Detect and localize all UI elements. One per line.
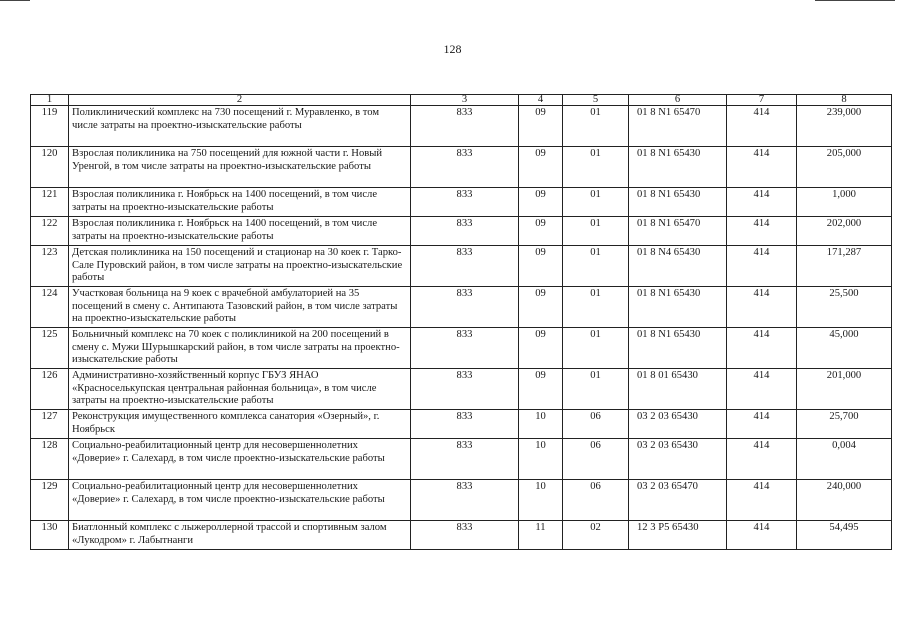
object-name: Поликлинический комплекс на 730 посещений г. Муравленко, в том числе затраты на проектно-изыскательские работы	[69, 106, 411, 147]
amount: 202,000	[797, 217, 892, 246]
amount: 201,000	[797, 369, 892, 410]
expense-type-code: 414	[727, 106, 797, 147]
ministry-code: 833	[411, 410, 519, 439]
ministry-code: 833	[411, 188, 519, 217]
target-item-code: 01 8 N1 65430	[629, 147, 727, 188]
top-rule-left	[0, 0, 30, 1]
subsection-code: 06	[563, 439, 629, 480]
budget-table	[30, 94, 892, 550]
table-row	[31, 439, 892, 480]
row-number: 120	[31, 147, 69, 188]
ministry-code: 833	[411, 480, 519, 521]
ministry-code: 833	[411, 439, 519, 480]
target-item-code: 12 3 P5 65430	[629, 521, 727, 550]
ministry-code: 833	[411, 246, 519, 287]
subsection-code: 01	[563, 188, 629, 217]
table-body	[31, 106, 892, 550]
object-name: Взрослая поликлиника г. Ноябрьск на 1400 посещений, в том числе затраты на проектно-изыскательские работы	[69, 217, 411, 246]
object-name: Участковая больница на 9 коек с врачебной амбулаторией на 35 посещений в смену с. Антипаюта Тазовский район, в том числе затраты на проектно-изыскательские работы	[69, 287, 411, 328]
amount: 0,004	[797, 439, 892, 480]
expense-type-code: 414	[727, 217, 797, 246]
expense-type-code: 414	[727, 287, 797, 328]
section-code: 09	[519, 369, 563, 410]
subsection-code: 02	[563, 521, 629, 550]
row-number: 123	[31, 246, 69, 287]
expense-type-code: 414	[727, 521, 797, 550]
col-header-1: 1	[31, 95, 69, 106]
expense-type-code: 414	[727, 410, 797, 439]
subsection-code: 01	[563, 106, 629, 147]
col-header-4: 4	[519, 95, 563, 106]
row-number: 127	[31, 410, 69, 439]
table-row	[31, 217, 892, 246]
target-item-code: 03 2 03 65430	[629, 410, 727, 439]
target-item-code: 01 8 N4 65430	[629, 246, 727, 287]
table-row	[31, 521, 892, 550]
object-name: Биатлонный комплекс с лыжероллерной трассой и спортивным залом «Лукодром» г. Лабытнанги	[69, 521, 411, 550]
amount: 45,000	[797, 328, 892, 369]
ministry-code: 833	[411, 328, 519, 369]
section-code: 10	[519, 439, 563, 480]
object-name: Социально-реабилитационный центр для несовершеннолетних «Доверие» г. Салехард, в том числе проектно-изыскательские работы	[69, 439, 411, 480]
table-row	[31, 328, 892, 369]
row-number: 124	[31, 287, 69, 328]
target-item-code: 01 8 N1 65430	[629, 328, 727, 369]
section-code: 09	[519, 287, 563, 328]
subsection-code: 01	[563, 287, 629, 328]
col-header-2: 2	[69, 95, 411, 106]
col-header-3: 3	[411, 95, 519, 106]
expense-type-code: 414	[727, 369, 797, 410]
table-row	[31, 188, 892, 217]
row-number: 121	[31, 188, 69, 217]
section-code: 11	[519, 521, 563, 550]
col-header-6: 6	[629, 95, 727, 106]
ministry-code: 833	[411, 287, 519, 328]
section-code: 09	[519, 188, 563, 217]
amount: 240,000	[797, 480, 892, 521]
ministry-code: 833	[411, 521, 519, 550]
subsection-code: 01	[563, 369, 629, 410]
row-number: 122	[31, 217, 69, 246]
expense-type-code: 414	[727, 246, 797, 287]
section-code: 09	[519, 328, 563, 369]
object-name: Административно-хозяйственный корпус ГБУЗ ЯНАО «Красноселькупская центральная районная больница», в том числе затраты на проектно-изыскательские работы	[69, 369, 411, 410]
table-row	[31, 106, 892, 147]
amount: 171,287	[797, 246, 892, 287]
subsection-code: 06	[563, 480, 629, 521]
expense-type-code: 414	[727, 439, 797, 480]
section-code: 09	[519, 246, 563, 287]
subsection-code: 01	[563, 217, 629, 246]
page-number: 128	[443, 42, 462, 56]
object-name: Больничный комплекс на 70 коек с поликлиникой на 200 посещений в смену с. Мужи Шурышкарский район, в том числе затраты на проектно-изыскательские работы	[69, 328, 411, 369]
expense-type-code: 414	[727, 147, 797, 188]
ministry-code: 833	[411, 147, 519, 188]
amount: 25,500	[797, 287, 892, 328]
ministry-code: 833	[411, 106, 519, 147]
amount: 205,000	[797, 147, 892, 188]
table-row	[31, 246, 892, 287]
table-row	[31, 147, 892, 188]
row-number: 128	[31, 439, 69, 480]
expense-type-code: 414	[727, 188, 797, 217]
table-row	[31, 369, 892, 410]
row-number: 129	[31, 480, 69, 521]
object-name: Реконструкция имущественного комплекса санатория «Озерный», г. Ноябрьск	[69, 410, 411, 439]
subsection-code: 01	[563, 147, 629, 188]
row-number: 130	[31, 521, 69, 550]
target-item-code: 01 8 N1 65430	[629, 188, 727, 217]
expense-type-code: 414	[727, 328, 797, 369]
header-row	[31, 95, 892, 106]
target-item-code: 01 8 01 65430	[629, 369, 727, 410]
object-name: Взрослая поликлиника г. Ноябрьск на 1400 посещений, в том числе затраты на проектно-изыскательские работы	[69, 188, 411, 217]
target-item-code: 03 2 03 65430	[629, 439, 727, 480]
target-item-code: 01 8 N1 65470	[629, 217, 727, 246]
amount: 1,000	[797, 188, 892, 217]
subsection-code: 06	[563, 410, 629, 439]
row-number: 126	[31, 369, 69, 410]
section-code: 09	[519, 147, 563, 188]
object-name: Социально-реабилитационный центр для несовершеннолетних «Доверие» г. Салехард, в том числе проектно-изыскательские работы	[69, 480, 411, 521]
ministry-code: 833	[411, 217, 519, 246]
top-rule-right	[815, 0, 895, 1]
object-name: Детская поликлиника на 150 посещений и стационар на 30 коек г. Тарко-Сале Пуровский район, в том числе затраты на проектно-изыскательские работы	[69, 246, 411, 287]
target-item-code: 01 8 N1 65430	[629, 287, 727, 328]
table-row	[31, 287, 892, 328]
table-row	[31, 480, 892, 521]
subsection-code: 01	[563, 328, 629, 369]
col-header-5: 5	[563, 95, 629, 106]
ministry-code: 833	[411, 369, 519, 410]
section-code: 09	[519, 106, 563, 147]
amount: 25,700	[797, 410, 892, 439]
subsection-code: 01	[563, 246, 629, 287]
row-number: 125	[31, 328, 69, 369]
section-code: 10	[519, 410, 563, 439]
amount: 54,495	[797, 521, 892, 550]
object-name: Взрослая поликлиника на 750 посещений для южной части г. Новый Уренгой, в том числе затраты на проектно-изыскательские работы	[69, 147, 411, 188]
section-code: 09	[519, 217, 563, 246]
expense-type-code: 414	[727, 480, 797, 521]
col-header-8: 8	[797, 95, 892, 106]
col-header-7: 7	[727, 95, 797, 106]
amount: 239,000	[797, 106, 892, 147]
row-number: 119	[31, 106, 69, 147]
target-item-code: 01 8 N1 65470	[629, 106, 727, 147]
section-code: 10	[519, 480, 563, 521]
table-row	[31, 410, 892, 439]
target-item-code: 03 2 03 65470	[629, 480, 727, 521]
